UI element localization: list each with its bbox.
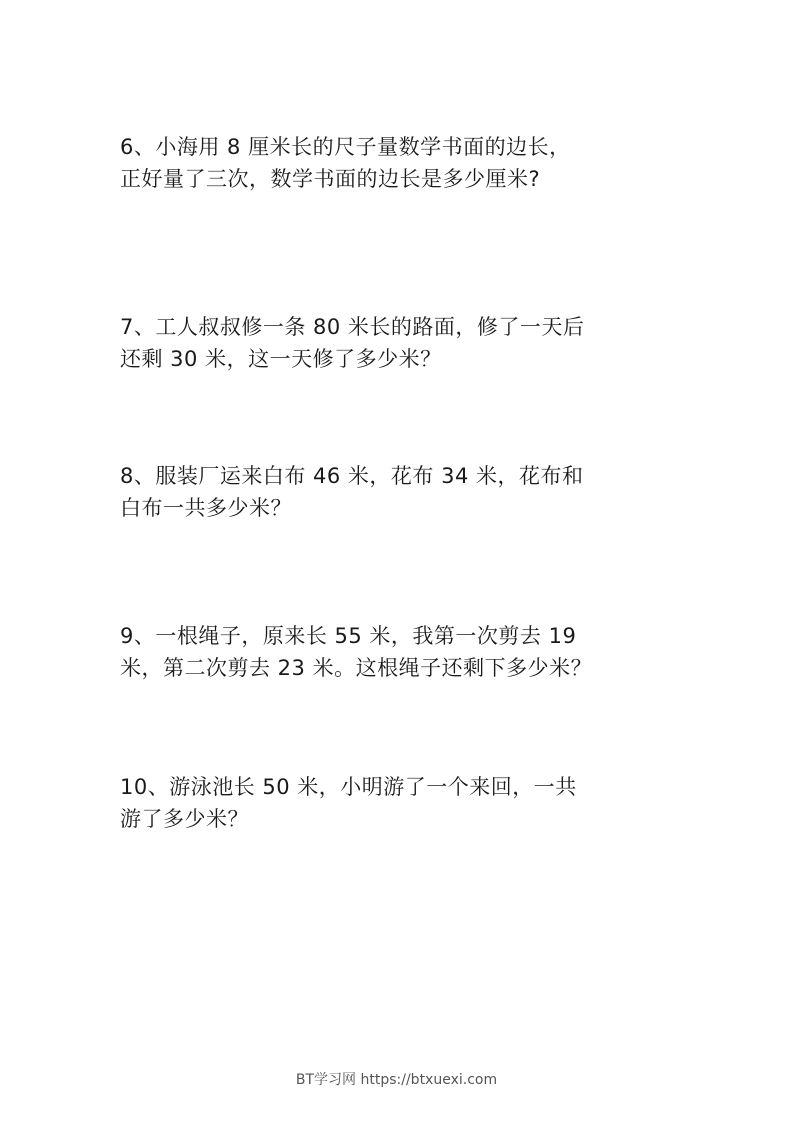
question-8: [120, 460, 660, 524]
question-7: [120, 311, 660, 375]
question-10-line-1: 10、游泳池长 50 米，小明游了一个来回，一共: [120, 775, 577, 799]
question-8-line-2: 白布一共多少米？: [120, 496, 292, 520]
question-9: [120, 620, 660, 684]
question-6: [120, 131, 660, 195]
question-8-line-1: 8、服装厂运来白布 46 米，花布 34 米，花布和: [120, 464, 584, 488]
question-9-line-1: 9、一根绳子，原来长 55 米，我第一次剪去 19: [120, 624, 577, 648]
question-9-line-2: 米，第二次剪去 23 米。这根绳子还剩下多少米？: [120, 656, 593, 680]
question-7-line-2: 还剩 30 米，这一天修了多少米？: [120, 347, 442, 371]
footer-watermark: BT学习网 https://btxuexi.com: [295, 1072, 498, 1088]
question-10: [120, 771, 660, 835]
question-10-line-2: 游了多少米？: [120, 807, 249, 831]
question-6-line-1: 6、小海用 8 厘米长的尺子量数学书面的边长，: [120, 135, 571, 159]
question-7-line-1: 7、工人叔叔修一条 80 米长的路面，修了一天后: [120, 315, 585, 339]
question-6-line-2: 正好量了三次，数学书面的边长是多少厘米?: [120, 167, 541, 191]
